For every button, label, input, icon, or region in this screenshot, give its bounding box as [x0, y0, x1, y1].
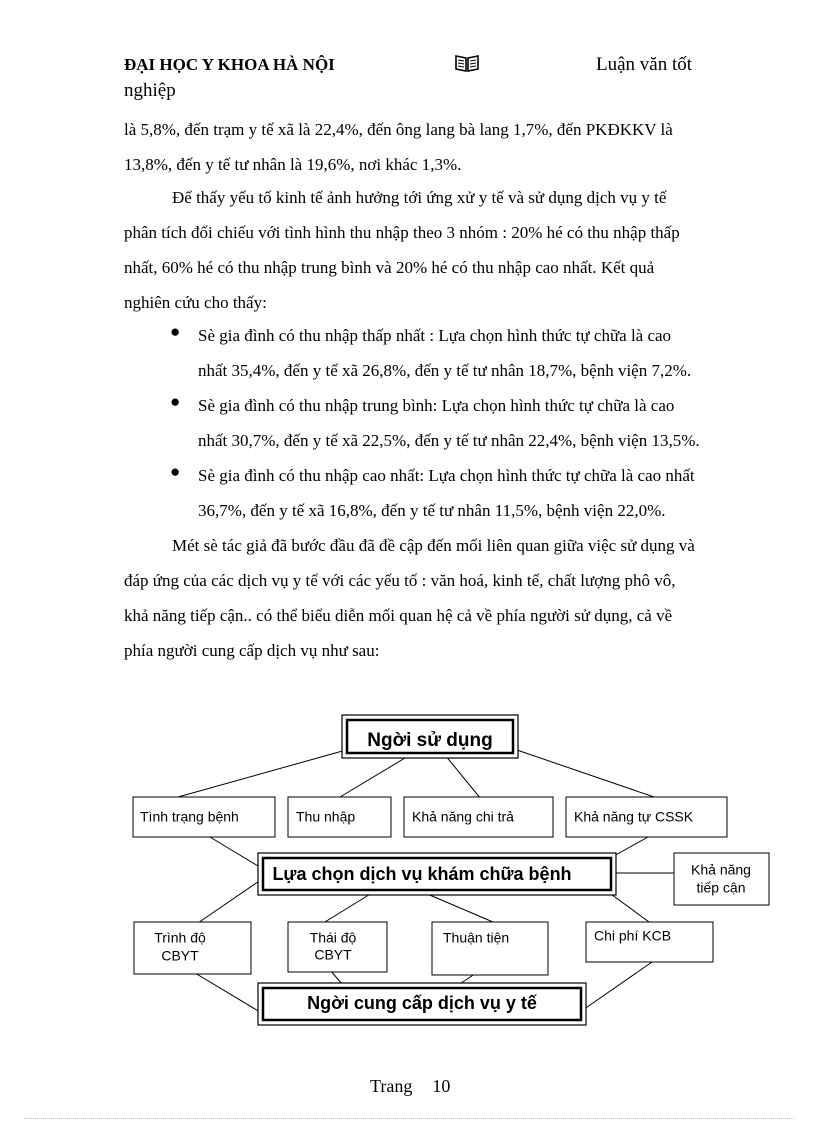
- footer-rule: [24, 1118, 794, 1119]
- page-label: Trang: [370, 1076, 413, 1096]
- page-footer: [370, 1076, 450, 1097]
- paragraph-line: khả năng tiếp cận.. có thể biểu diễn mối quan hệ cả về phía người sử dụng, cả về: [124, 606, 673, 625]
- provider-label: Ngời cung cấp dịch vụ y tế: [307, 992, 537, 1013]
- paragraph-line: 13,8%, đến y tế tư nhân là 19,6%, nơi khác 1,3%.: [124, 155, 462, 174]
- paragraph-line: Mét sè tác giả đã bước đầu đã đề cập đến mối liên quan giữa việc sử dụng và: [172, 536, 695, 555]
- paragraph-line: đáp ứng của các dịch vụ y tế với các yếu tố : văn hoá, kinh tế, chất lượng phô vô,: [124, 571, 676, 590]
- bullet-line: Sè gia đình có thu nhập trung bình: Lựa chọn hình thức tự chữa là cao: [198, 396, 675, 415]
- bullet-icon: ●: [170, 322, 181, 341]
- staff-attitude-label-line: Thái độ: [309, 929, 357, 946]
- paragraph-line: nhất, 60% hé có thu nhập trung bình và 20% hé có thu nhập cao nhất. Kết quả: [124, 258, 655, 277]
- header-institution: ĐẠI HỌC Y KHOA HÀ NỘI: [124, 55, 335, 74]
- paragraph-line: Để thấy yếu tố kinh tế ảnh hưởng tới ứng xử y tế và sử dụng dịch vụ y tế: [172, 188, 667, 207]
- factor-health-label: Tình trạng bệnh: [140, 808, 239, 825]
- staff-attitude-label-line: CBYT: [314, 946, 352, 963]
- staff-level-label-line: CBYT: [161, 947, 199, 964]
- bullet-line: 36,7%, đến y tế xã 16,8%, đến y tế tư nhân 11,5%, bệnh viện 22,0%.: [198, 501, 666, 520]
- paragraph-line: là 5,8%, đến trạm y tế xã là 22,4%, đến ông lang bà lang 1,7%, đến PKĐKKV là: [124, 120, 673, 139]
- staff-level-label-line: Trình độ: [154, 929, 206, 946]
- page-number: 10: [432, 1076, 451, 1096]
- paragraph-line: phía người cung cấp dịch vụ như sau:: [124, 641, 380, 660]
- access-label-line: tiếp cận: [696, 879, 746, 896]
- factor-self-care-label: Khả năng tự CSSK: [574, 808, 694, 825]
- convenience-label: Thuận tiện: [443, 929, 510, 946]
- paragraph-line: phân tích đối chiếu với tình hình thu nhập theo 3 nhóm : 20% hé có thu nhập thấp: [124, 223, 680, 242]
- factor-ability-to-pay-label: Khả năng chi trả: [412, 808, 514, 825]
- header-thesis-continuation: nghiệp: [124, 80, 176, 101]
- bullet-line: Sè gia đình có thu nhập cao nhất: Lựa chọn hình thức tự chữa là cao nhất: [198, 466, 695, 485]
- bullet-icon: ●: [170, 392, 181, 411]
- cost-label: Chi phí KCB: [594, 927, 672, 944]
- bullet-line: nhất 30,7%, đến y tế xã 22,5%, đến y tế tư nhân 22,4%, bệnh viện 13,5%.: [198, 431, 700, 450]
- bullet-line: nhất 35,4%, đến y tế xã 26,8%, đến y tế tư nhân 18,7%, bệnh viện 7,2%.: [198, 361, 692, 380]
- choice-label: Lựa chọn dịch vụ khám chữa bệnh: [272, 863, 572, 884]
- factor-income-label: Thu nhập: [296, 808, 356, 825]
- access-label-line: Khả năng: [691, 861, 751, 878]
- user-label: Ngời sử dụng: [367, 730, 493, 752]
- bullet-line: Sè gia đình có thu nhập thấp nhất : Lựa chọn hình thức tự chữa là cao: [198, 326, 672, 345]
- bullet-icon: ●: [170, 462, 181, 481]
- header-thesis-label: Luận văn tốt: [596, 54, 693, 75]
- paragraph-line: nghiên cứu cho thấy:: [124, 293, 267, 312]
